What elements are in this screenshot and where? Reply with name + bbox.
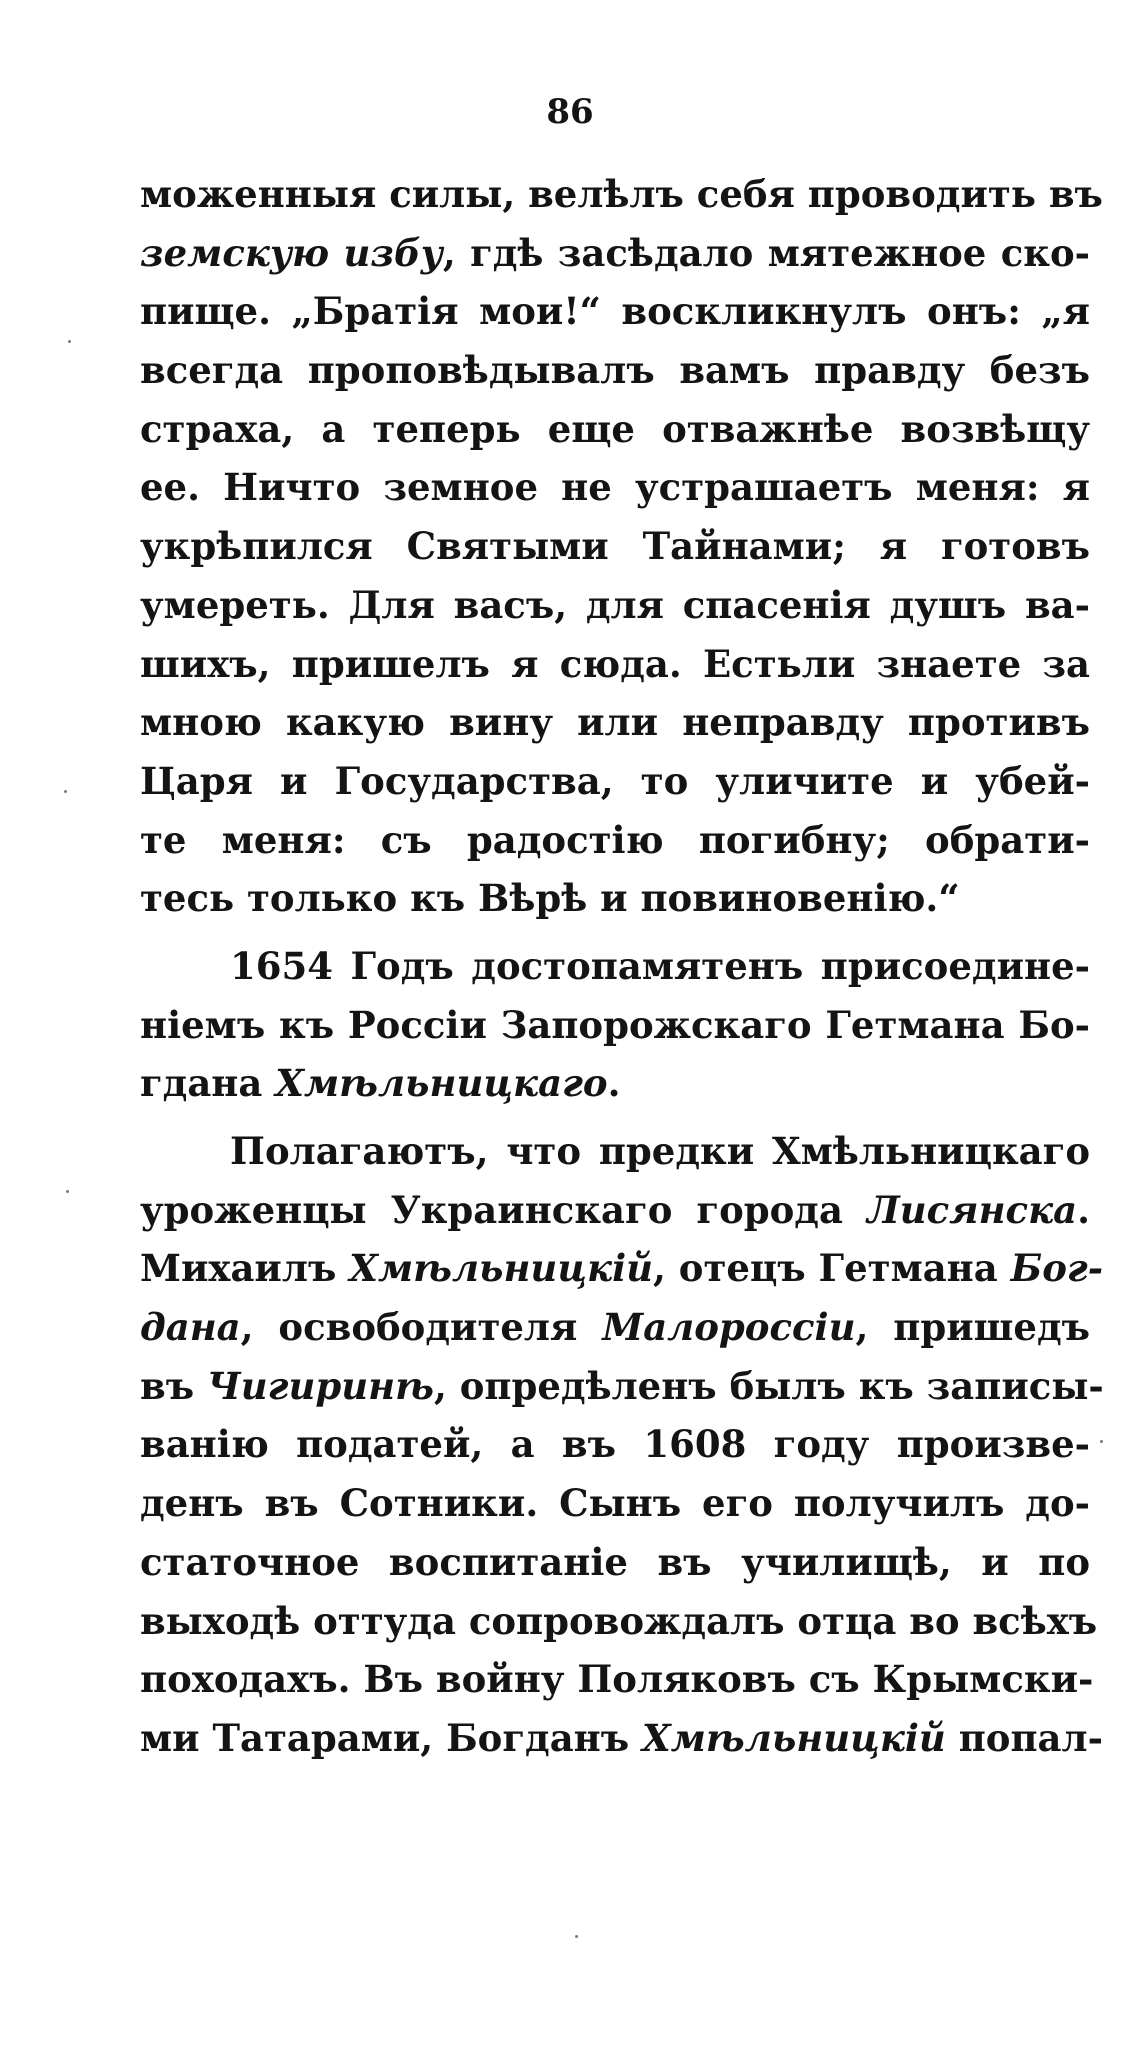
scan-speck — [575, 1935, 578, 1938]
text-line: денъ въ Сотники. Сынъ его получилъ до- — [140, 1481, 1090, 1526]
text-line: статочное воспитаніе въ училищѣ, и по — [140, 1539, 1090, 1584]
text-line: Полагаютъ, что предки Хмѣльницкаго — [230, 1129, 1090, 1173]
paragraph-gap — [140, 1113, 1090, 1122]
text-line: гдана Хмѣльницкаго. — [140, 1061, 621, 1106]
paragraph-3 — [140, 1122, 1104, 1768]
text-line: тесь только къ Вѣрѣ и повиновенію.“ — [140, 876, 960, 921]
text-line: въ Чигиринѣ, опредѣленъ былъ къ записы- — [140, 1363, 1104, 1408]
text-line: мною какую вину или неправду противъ — [140, 700, 1090, 745]
text-line: страха, а теперь еще отважнѣе возвѣщу — [140, 406, 1090, 451]
text-line: ми Татарами, Богданъ Хмѣльницкій попал- — [140, 1715, 1103, 1760]
page-number: 86 — [546, 92, 594, 132]
text-line: уроженцы Украинскаго города Лисянска. — [140, 1187, 1090, 1232]
scan-speck — [64, 790, 67, 793]
text-line: Михаилъ Хмѣльницкій, отецъ Гетмана Бог- — [140, 1246, 1104, 1291]
text-line: шихъ, пришелъ я сюда. Естьли знаете за — [140, 641, 1090, 686]
text-line: ванію податей, а въ 1608 году произве- — [140, 1422, 1090, 1467]
scan-speck — [68, 340, 71, 343]
paragraph-1 — [140, 165, 1103, 928]
page-text — [140, 165, 1104, 1768]
text-line: пище. „Братія мои!“ воскликнулъ онъ: „я — [140, 289, 1090, 334]
text-line: выходѣ оттуда сопровождалъ отца во всѣхъ — [140, 1598, 1098, 1643]
text-line: умереть. Для васъ, для спасенія душъ ва- — [140, 582, 1090, 627]
text-line: земскую избу, гдѣ засѣдало мятежное ско- — [140, 230, 1090, 275]
paragraph-gap — [140, 928, 1090, 937]
scan-speck — [1100, 1440, 1103, 1443]
text-line: ее. Ничто земное не устрашаетъ меня: я — [140, 465, 1090, 510]
text-line: Царя и Государства, то уличите и убей- — [140, 758, 1090, 803]
text-line: моженныя силы, велѣлъ себя проводить въ — [140, 172, 1103, 216]
text-line: походахъ. Въ войну Поляковъ съ Крымски- — [140, 1657, 1094, 1702]
text-line: те меня: съ радостію погибну; обрати- — [140, 817, 1090, 862]
scan-speck — [66, 1190, 69, 1193]
paragraph-2 — [140, 937, 1090, 1113]
text-line: дана, освободителя Малороссіи, пришедъ — [140, 1305, 1090, 1350]
text-line: 1654 Годъ достопамятенъ присоедине- — [230, 943, 1090, 988]
text-line: ніемъ къ Россіи Запорожскаго Гетмана Бо- — [140, 1002, 1090, 1047]
text-line: укрѣпился Святыми Тайнами; я готовъ — [140, 524, 1090, 569]
text-line: всегда проповѣдывалъ вамъ правду безъ — [140, 348, 1090, 393]
